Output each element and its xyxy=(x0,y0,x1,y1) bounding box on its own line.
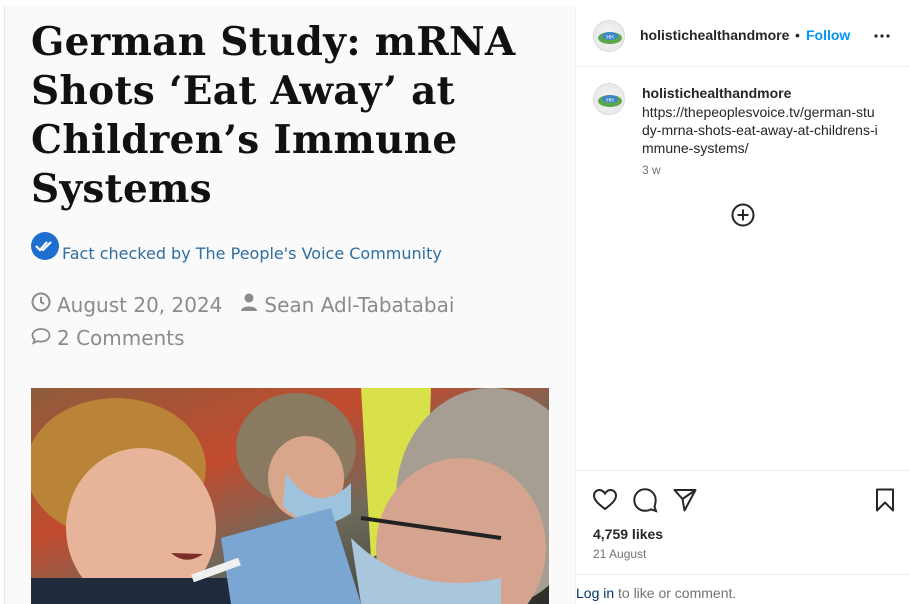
double-check-icon xyxy=(31,232,59,260)
caption-username[interactable]: holistichealthandmore xyxy=(642,85,792,101)
caption-avatar[interactable] xyxy=(593,83,625,115)
heart-icon[interactable] xyxy=(592,487,618,513)
comment-icon[interactable] xyxy=(632,487,658,513)
article-comments-count: 2 Comments xyxy=(57,326,185,350)
article-headline: German Study: mRNA Shots ‘Eat Away’ at Children’s Immune Systems xyxy=(31,19,516,212)
post-actions xyxy=(576,470,910,574)
article-comments-row xyxy=(31,326,185,350)
header-separator: • xyxy=(795,27,800,43)
svg-text:HH: HH xyxy=(606,98,614,104)
share-icon[interactable] xyxy=(672,487,698,513)
header-username[interactable]: holistichealthandmore xyxy=(640,27,790,43)
post-header xyxy=(576,6,910,67)
svg-text:HH: HH xyxy=(606,35,614,41)
caption-timestamp[interactable]: 3 w xyxy=(642,163,661,177)
article-author: Sean Adl-Tabatabai xyxy=(264,292,455,317)
post-side-panel xyxy=(575,6,910,604)
follow-button[interactable]: Follow xyxy=(806,27,851,43)
login-link[interactable]: Log in xyxy=(576,585,615,601)
avatar[interactable] xyxy=(593,20,625,52)
comment-bubble-icon xyxy=(31,326,51,350)
plus-circle-icon[interactable] xyxy=(731,203,755,227)
clock-icon xyxy=(31,292,51,317)
post-image[interactable] xyxy=(4,6,575,604)
article-date: August 20, 2024 xyxy=(57,292,223,317)
article-photo xyxy=(31,388,549,604)
user-icon xyxy=(240,292,258,317)
login-prompt xyxy=(576,574,910,604)
article-meta-row xyxy=(31,292,454,317)
bookmark-icon[interactable] xyxy=(872,487,898,513)
login-prompt-text: to like or comment. xyxy=(618,585,737,601)
fact-check-text: Fact checked by The People's Voice Community xyxy=(62,244,442,263)
more-icon[interactable] xyxy=(873,27,891,45)
post-date[interactable]: 21 August xyxy=(593,547,647,561)
likes-count[interactable]: 4,759 likes xyxy=(593,526,664,542)
vaccination-photo xyxy=(31,388,549,604)
caption-text[interactable]: https://thepeoplesvoice.tv/german-study-mrna-shots-eat-away-at-childrens-immune-systems/ xyxy=(642,104,878,156)
fact-check-line xyxy=(31,230,481,266)
